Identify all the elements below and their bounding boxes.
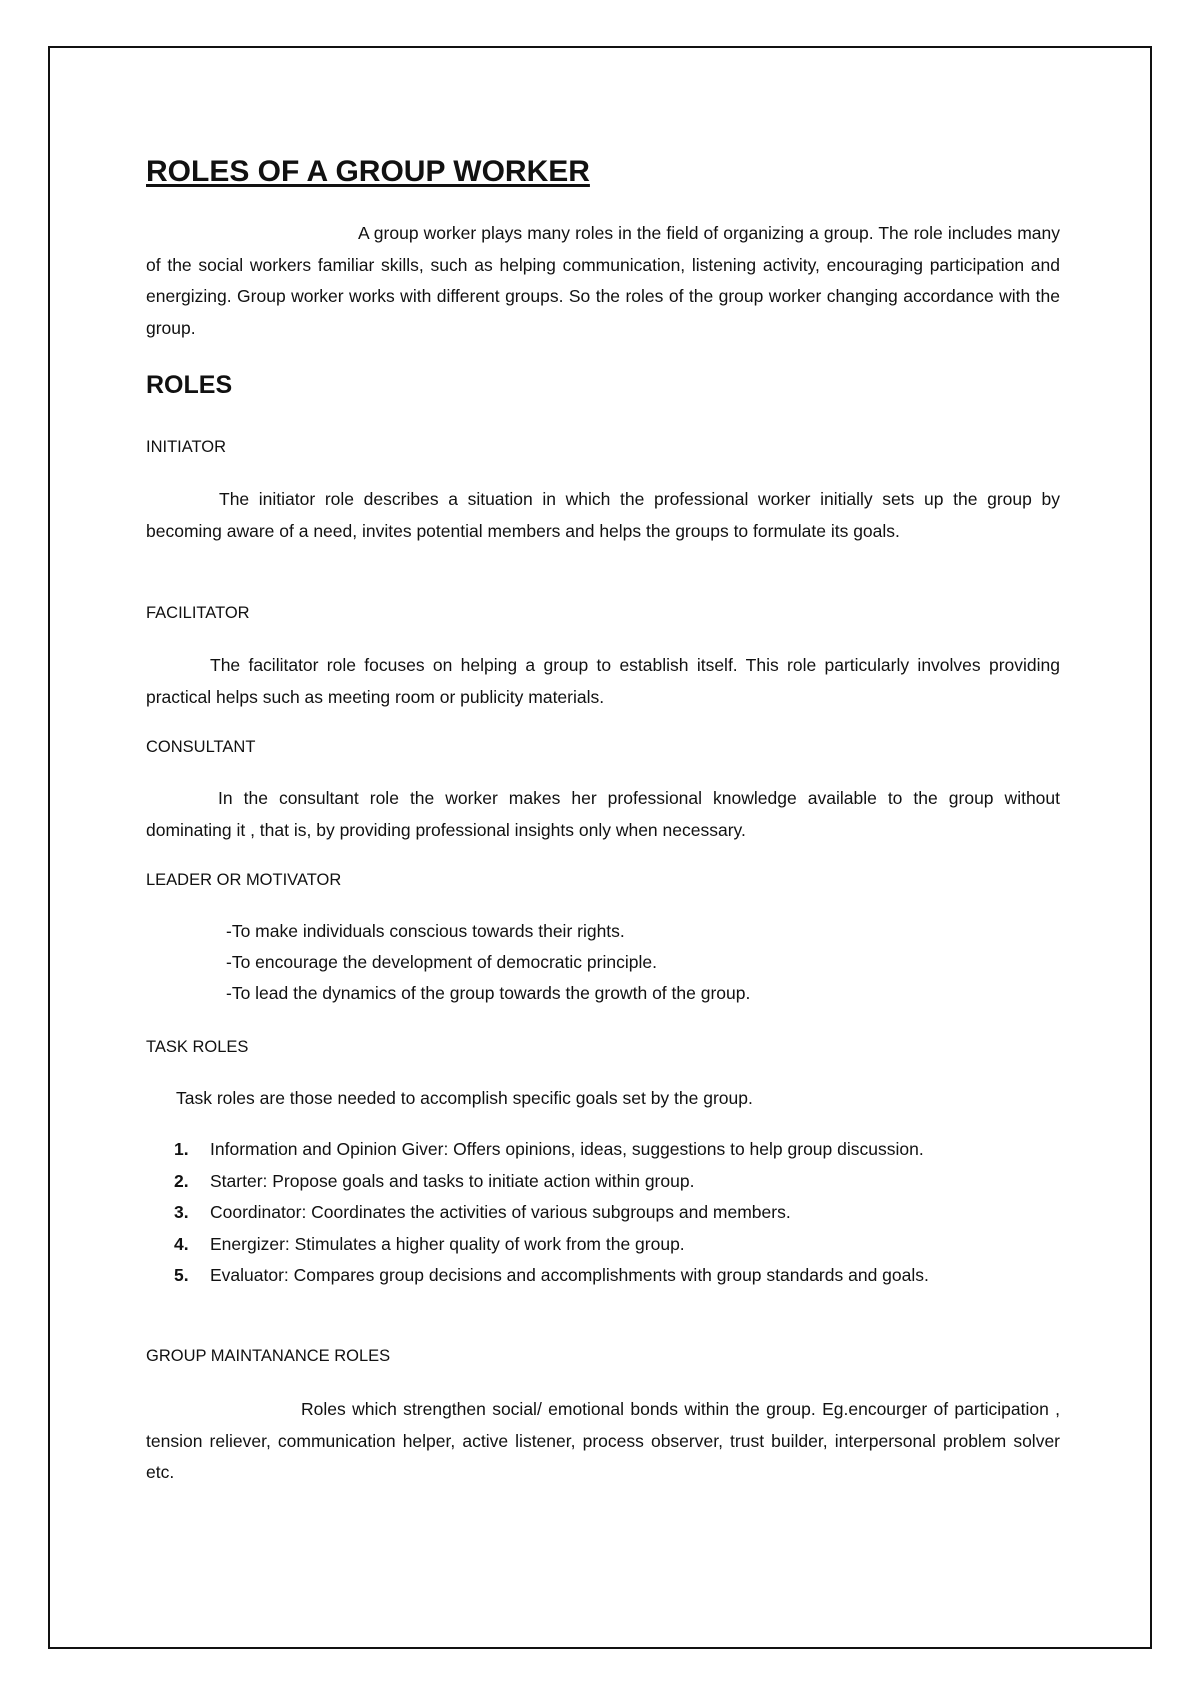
task-role-item	[174, 1201, 791, 1223]
item-text: Energizer: Stimulates a higher quality of work from the group.	[210, 1234, 685, 1254]
consultant-paragraph: In the consultant role the worker makes her professional knowledge available to the group without dominating it , that is, by providing professional insights only when necessary.	[146, 788, 1060, 840]
item-number: 2.	[174, 1171, 189, 1191]
leader-label: LEADER OR MOTIVATOR	[146, 871, 342, 889]
leader-bullet: -To encourage the development of democratic principle.	[226, 952, 657, 972]
item-number: 4.	[174, 1234, 189, 1254]
facilitator-paragraph: The facilitator role focuses on helping a group to establish itself. This role particularly involves providing practical helps such as meeting room or publicity materials.	[146, 655, 1060, 707]
task-role-item	[174, 1138, 924, 1160]
consultant-label: CONSULTANT	[146, 738, 256, 756]
task-role-item	[174, 1264, 929, 1286]
maintenance-label: GROUP MAINTANANCE ROLES	[146, 1347, 391, 1365]
leader-bullet: -To lead the dynamics of the group towards the growth of the group.	[226, 983, 751, 1003]
item-text: Information and Opinion Giver: Offers opinions, ideas, suggestions to help group discussion.	[210, 1139, 924, 1159]
leader-bullet: -To make individuals conscious towards their rights.	[226, 921, 625, 941]
task-role-item	[174, 1170, 694, 1192]
item-number: 5.	[174, 1265, 189, 1285]
intro-paragraph: A group worker plays many roles in the field of organizing a group. The role includes many of the social workers familiar skills, such as helping communication, listening activity, encouraging participation and energizing. Group worker works with different groups. So the roles of the group worker changing accordance with the group.	[146, 223, 1060, 338]
item-text: Coordinator: Coordinates the activities of various subgroups and members.	[210, 1202, 791, 1222]
task-roles-label: TASK ROLES	[146, 1038, 249, 1056]
item-text: Evaluator: Compares group decisions and accomplishments with group standards and goals.	[210, 1265, 929, 1285]
roles-heading: ROLES	[146, 371, 233, 399]
initiator-label: INITIATOR	[146, 438, 227, 456]
item-number: 1.	[174, 1139, 189, 1159]
facilitator-label: FACILITATOR	[146, 604, 250, 622]
task-roles-intro: Task roles are those needed to accomplish specific goals set by the group.	[176, 1088, 753, 1108]
maintenance-paragraph: Roles which strengthen social/ emotional bonds within the group. Eg.encourger of participation , tension reliever, communication helper, active listener, process observer, trust builder, interpersonal problem solver etc.	[146, 1399, 1060, 1482]
document-title: ROLES OF A GROUP WORKER	[146, 155, 590, 188]
task-role-item	[174, 1233, 685, 1255]
item-number: 3.	[174, 1202, 189, 1222]
initiator-paragraph: The initiator role describes a situation in which the professional worker initially sets up the group by becoming aware of a need, invites potential members and helps the groups to formulate its goals.	[146, 489, 1060, 541]
item-text: Starter: Propose goals and tasks to initiate action within group.	[210, 1171, 695, 1191]
